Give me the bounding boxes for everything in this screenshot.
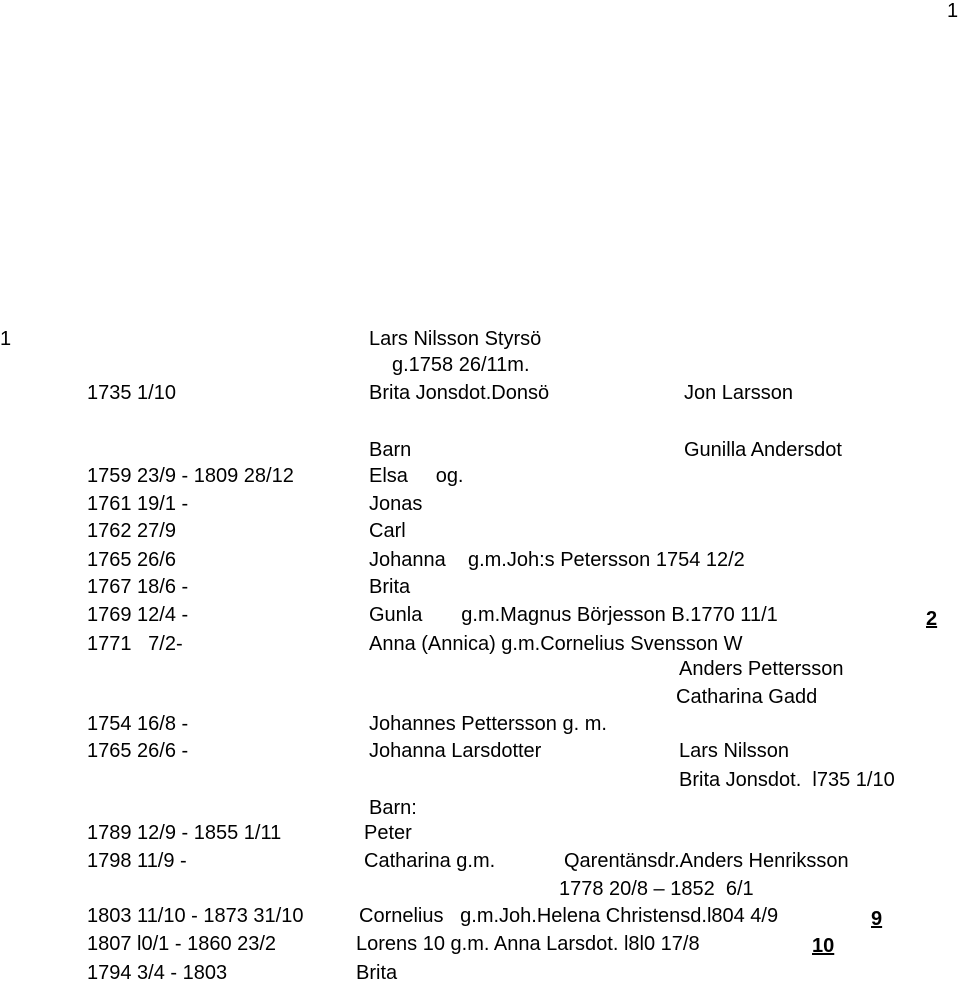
child-date: 1798 11/9 - (87, 850, 187, 872)
wife-name: Johanna Larsdotter (369, 740, 542, 762)
child-date: 1769 12/4 - (87, 604, 189, 626)
wife-mother: Gunilla Andersdot (684, 439, 842, 461)
child-name: Gunla g.m.Magnus Börjesson B.1770 11/1 (369, 604, 778, 626)
husband-name: Johannes Pettersson g. m. (369, 713, 607, 735)
entry-reference: 10 (812, 935, 835, 957)
page-number: 1 (947, 0, 959, 22)
child-date: 1807 l0/1 - 1860 23/2 (87, 933, 277, 955)
spouse-mother: Catharina Gadd (676, 686, 818, 708)
child-date: 1762 27/9 (87, 520, 176, 542)
child-date: 1759 23/9 - 1809 28/12 (87, 465, 294, 487)
spouse-name: Qarentänsdr.Anders Henriksson (564, 850, 849, 872)
child-date: 1765 26/6 (87, 549, 176, 571)
child-name: Anna (Annica) g.m.Cornelius Svensson W (369, 633, 743, 655)
children-heading: Barn: (369, 797, 417, 819)
wife-birth-date: 1735 1/10 (87, 382, 176, 404)
spouse-father: Anders Pettersson (679, 658, 844, 680)
child-name: Brita (369, 576, 411, 598)
child-date: 1771 7/2- (87, 633, 183, 655)
child-name: Lorens 10 g.m. Anna Larsdot. l8l0 17/8 (356, 933, 700, 955)
spouse-dates: 1778 20/8 – 1852 6/1 (559, 878, 754, 900)
child-name: Catharina g.m. (364, 850, 496, 872)
wife-father: Jon Larsson (684, 382, 793, 404)
wife-father: Lars Nilsson (679, 740, 790, 762)
child-name: Elsa og. (369, 465, 464, 487)
child-name: Brita (356, 962, 398, 984)
husband-birth-date: 1754 16/8 - (87, 713, 189, 735)
child-name: Carl (369, 520, 406, 542)
child-date: 1789 12/9 - 1855 1/11 (87, 822, 282, 844)
entry-number: 1 (0, 328, 12, 350)
child-date: 1767 18/6 - (87, 576, 189, 598)
wife-mother: Brita Jonsdot. l735 1/10 (679, 769, 895, 791)
child-name: Jonas (369, 493, 423, 515)
child-date: 1794 3/4 - 1803 (87, 962, 228, 984)
child-name: Cornelius g.m.Joh.Helena Christensd.l804 4/9 (359, 905, 779, 927)
entry-reference: 9 (871, 908, 883, 930)
entry-reference: 2 (926, 608, 938, 630)
children-heading: Barn (369, 439, 412, 461)
child-name: Johanna g.m.Joh:s Petersson 1754 12/2 (369, 549, 745, 571)
marriage-line: g.1758 26/11m. (392, 354, 530, 376)
child-name: Peter (364, 822, 412, 844)
wife-birth-date: 1765 26/6 - (87, 740, 189, 762)
wife-name: Brita Jonsdot.Donsö (369, 382, 550, 404)
head-name: Lars Nilsson Styrsö (369, 328, 542, 350)
child-date: 1803 11/10 - 1873 31/10 (87, 905, 304, 927)
child-date: 1761 19/1 - (87, 493, 189, 515)
